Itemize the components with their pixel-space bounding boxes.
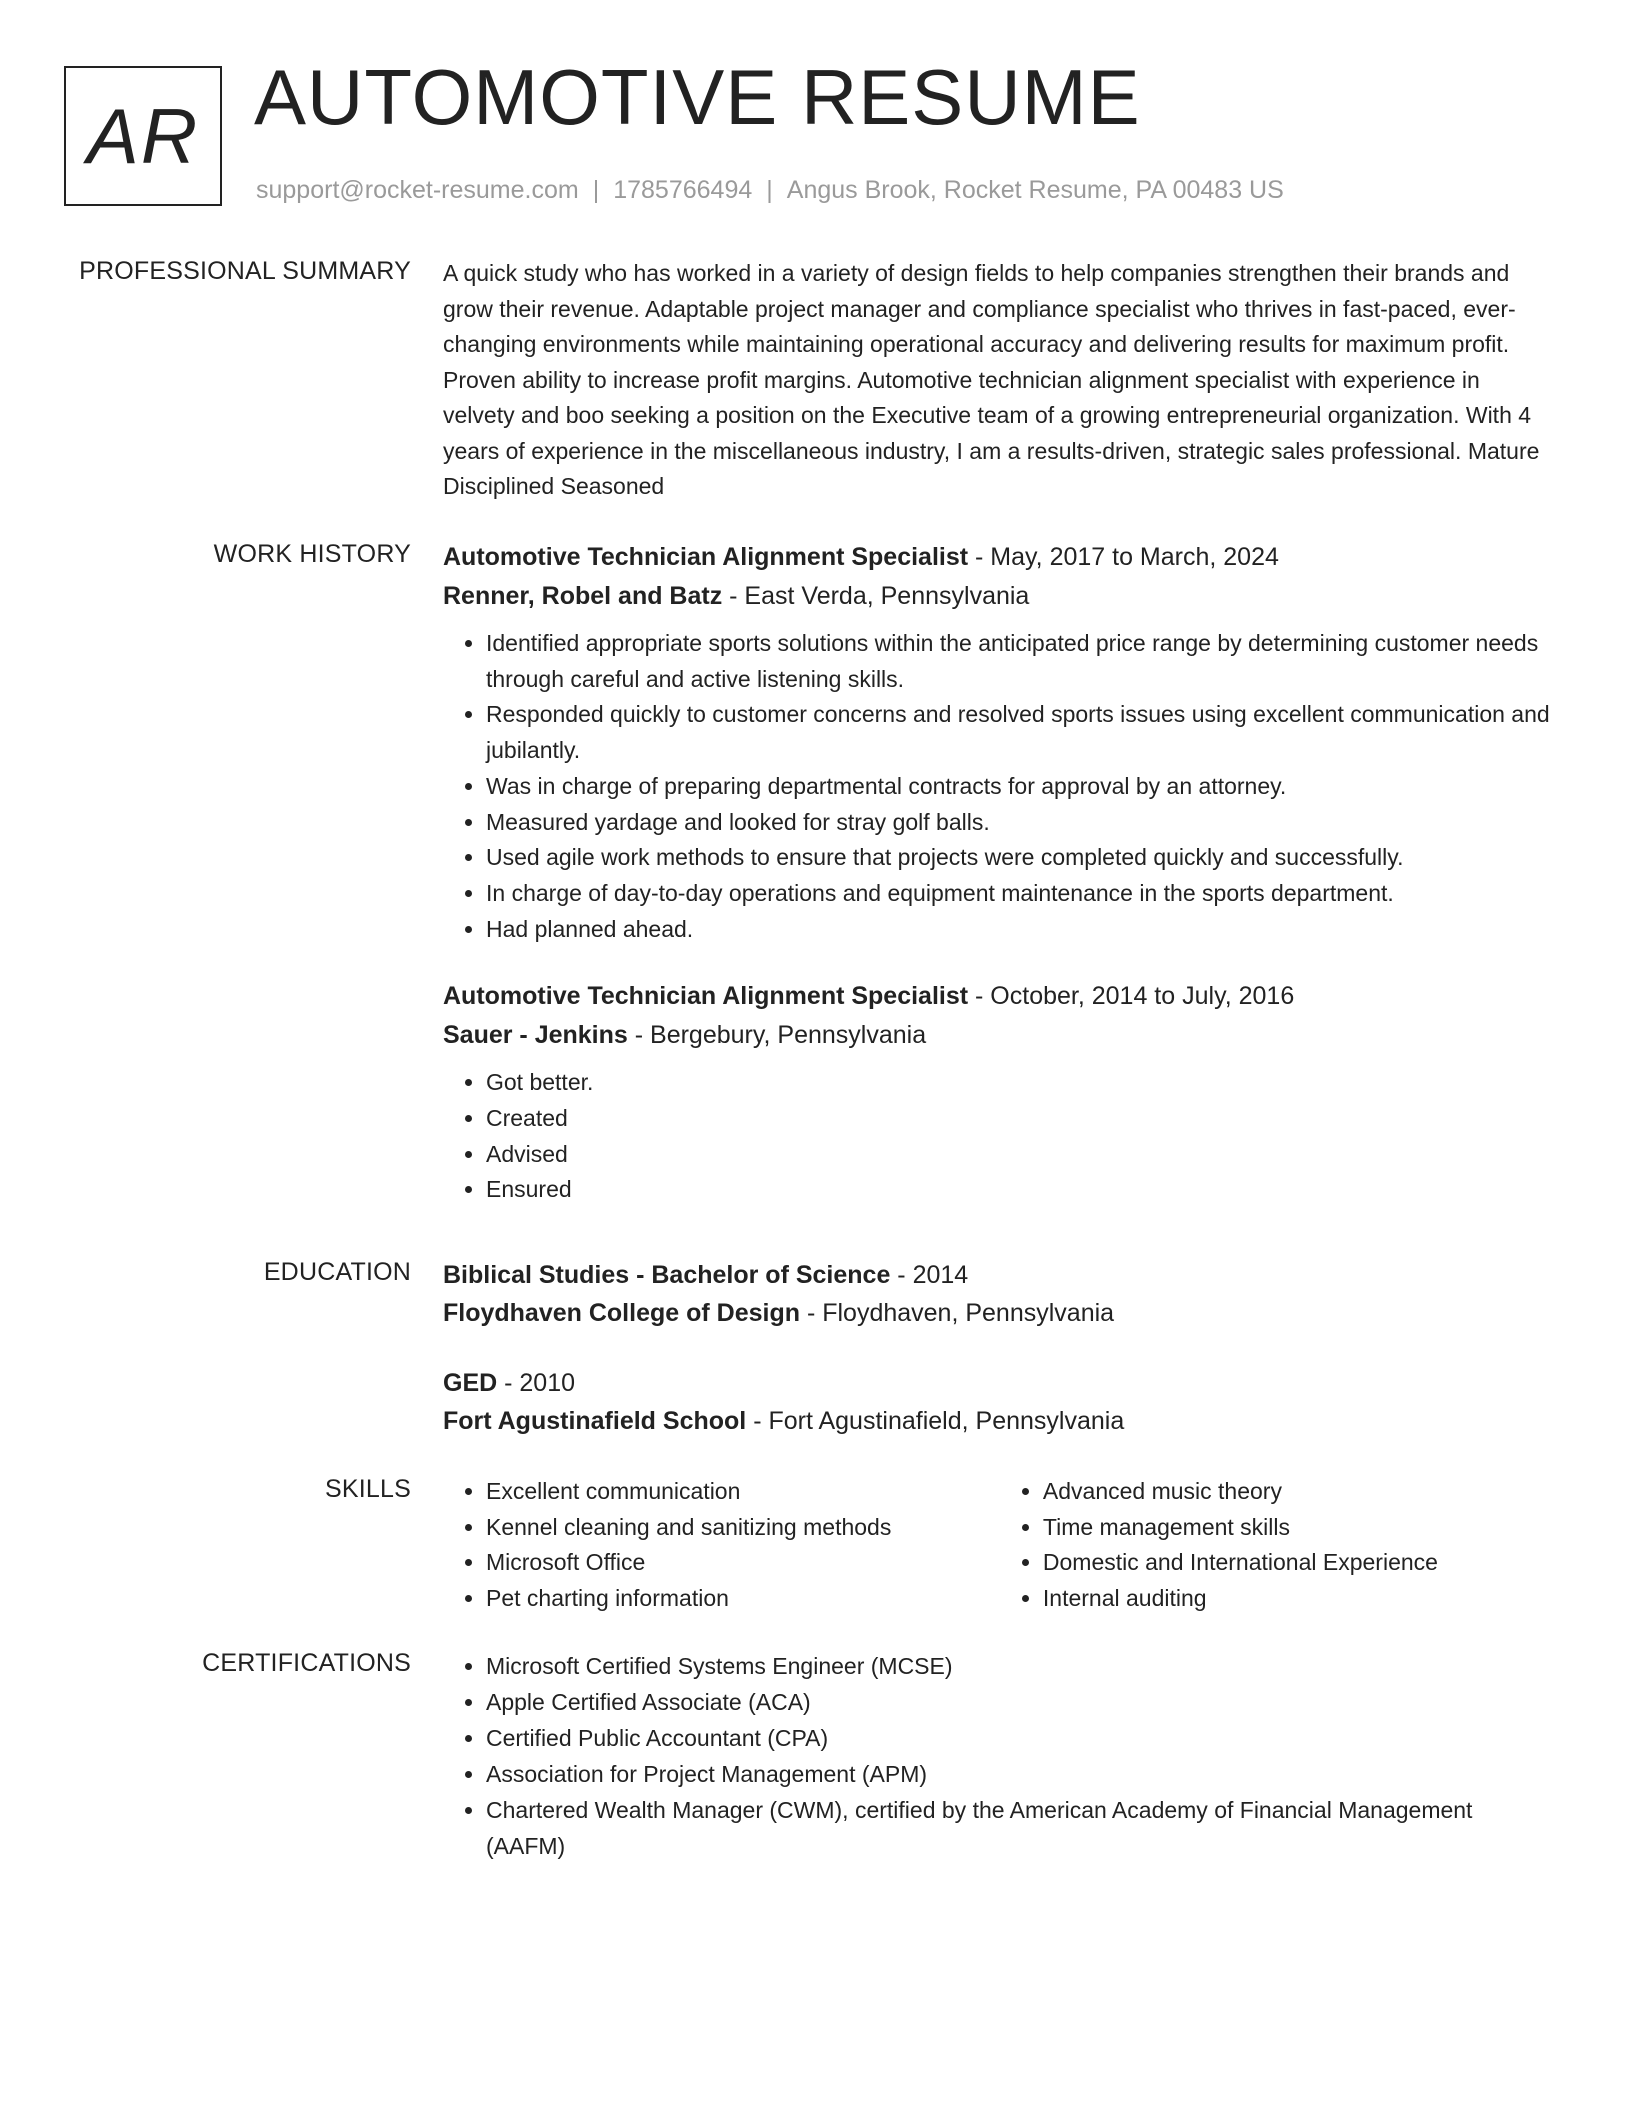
education-school: Fort Agustinafield School: [443, 1407, 747, 1435]
monogram-initials: AR: [86, 91, 200, 180]
job-bullet: • Was in charge of preparing departmental contracts for approval by an attorney.: [486, 769, 1553, 805]
skills-body: [443, 1474, 1553, 1617]
job-company-line: [443, 577, 1553, 616]
contact-address: Angus Brook, Rocket Resume, PA 00483 US: [786, 176, 1284, 204]
job-company: Sauer - Jenkins: [443, 1021, 628, 1050]
skill-item: • Domestic and International Experience: [1043, 1545, 1553, 1581]
job-bullet: • Advised: [486, 1137, 1553, 1173]
education-year: - 2014: [890, 1261, 969, 1289]
job-title: Automotive Technician Alignment Specialist: [443, 543, 969, 571]
education-degree: GED: [443, 1369, 498, 1397]
job-bullet: • Responded quickly to customer concerns and resolved sports issues using excellent communication and jubilantly.: [486, 697, 1553, 768]
certification-item: • Apple Certified Associate (ACA): [486, 1684, 1553, 1720]
job-title-line: [443, 538, 1553, 577]
contact-separator: |: [766, 176, 773, 204]
job-company-line: [443, 1016, 1553, 1055]
contact-separator: |: [592, 176, 600, 204]
certification-item: • Certified Public Accountant (CPA): [486, 1720, 1553, 1756]
job-location: - East Verda, Pennsylvania: [722, 582, 1030, 610]
skills-columns: [443, 1474, 1553, 1617]
skill-item: • Microsoft Office: [486, 1545, 1000, 1581]
education-entry: [443, 1256, 1553, 1332]
contact-phone: 1785766494: [613, 176, 753, 204]
certifications-body: [443, 1648, 1553, 1864]
summary-text: A quick study who has worked in a variety of design fields to help companies strengthen their brands and grow their revenue. Adaptable project manager and compliance specialist who thrives in fast-paced, ever-changing environments while maintaining operational accuracy and delivering results for maximum profit. Proven ability to increase profit margins. Automotive technician alignment specialist with experience in velvety and boo seeking a position on the Executive team of a growing entrepreneurial organization. With 4 years of experience in the miscellaneous industry, I am a results-driven, strategic sales professional. Mature Disciplined Seasoned: [443, 260, 1540, 499]
work-history-body: [443, 538, 1553, 1238]
education-body: [443, 1256, 1553, 1472]
education-entry: [443, 1364, 1553, 1440]
job-bullets: [443, 626, 1553, 947]
job-bullet: • Got better.: [486, 1065, 1553, 1101]
education-location: - Floydhaven, Pennsylvania: [800, 1299, 1115, 1327]
education-year: - 2010: [497, 1369, 576, 1397]
skills-list-left: [443, 1474, 1000, 1617]
job-bullet: • Created: [486, 1101, 1553, 1137]
certification-item: • Chartered Wealth Manager (CWM), certified by the American Academy of Financial Management (AAFM): [486, 1792, 1553, 1864]
certification-item: • Microsoft Certified Systems Engineer (MCSE): [486, 1648, 1553, 1684]
contact-email: support@rocket-resume.com: [256, 176, 579, 204]
education-school-line: [443, 1402, 1553, 1440]
certifications-list: [443, 1648, 1553, 1864]
section-label-certifications: CERTIFICATIONS: [202, 1649, 411, 1677]
resume-name: AUTOMOTIVE RESUME: [254, 53, 1141, 141]
skills-list-right: [1000, 1474, 1553, 1617]
skill-item: • Pet charting information: [486, 1581, 1000, 1617]
job-dates: - October, 2014 to July, 2016: [968, 982, 1295, 1011]
education-location: - Fort Agustinafield, Pennsylvania: [746, 1407, 1125, 1435]
job-company: Renner, Robel and Batz: [443, 582, 723, 610]
summary-body: [443, 256, 1553, 505]
education-degree-line: [443, 1256, 1553, 1294]
job-bullet: • Had planned ahead.: [486, 912, 1553, 948]
skill-item: • Advanced music theory: [1043, 1474, 1553, 1510]
skill-item: • Internal auditing: [1043, 1581, 1553, 1617]
skill-item: • Excellent communication: [486, 1474, 1000, 1510]
education-degree: Biblical Studies - Bachelor of Science: [443, 1261, 891, 1289]
job-title: Automotive Technician Alignment Specialist: [443, 982, 969, 1011]
job-entry: [443, 977, 1553, 1208]
certification-item: • Association for Project Management (APM): [486, 1756, 1553, 1792]
skill-item: • Kennel cleaning and sanitizing methods: [486, 1510, 1000, 1546]
section-label-work-history: WORK HISTORY: [213, 540, 411, 568]
education-school: Floydhaven College of Design: [443, 1299, 800, 1327]
job-bullets: [443, 1065, 1553, 1208]
job-dates: - May, 2017 to March, 2024: [968, 543, 1279, 571]
job-bullet: • In charge of day-to-day operations and equipment maintenance in the sports department.: [486, 876, 1553, 912]
education-degree-line: [443, 1364, 1553, 1402]
monogram-box: [64, 66, 222, 206]
section-label-skills: SKILLS: [325, 1475, 411, 1503]
job-bullet: • Ensured: [486, 1172, 1553, 1208]
job-bullet: • Measured yardage and looked for stray golf balls.: [486, 805, 1553, 841]
job-location: - Bergebury, Pennsylvania: [627, 1021, 927, 1050]
section-label-education: EDUCATION: [263, 1258, 411, 1286]
skill-item: • Time management skills: [1043, 1510, 1553, 1546]
job-bullet: • Identified appropriate sports solutions within the anticipated price range by determining customer needs through careful and active listening skills.: [486, 626, 1553, 697]
section-label-summary: PROFESSIONAL SUMMARY: [79, 257, 411, 285]
job-entry: [443, 538, 1553, 947]
education-school-line: [443, 1294, 1553, 1332]
contact-line: [256, 176, 1284, 205]
job-title-line: [443, 977, 1553, 1016]
job-bullet: • Used agile work methods to ensure that projects were completed quickly and successfully.: [486, 840, 1553, 876]
